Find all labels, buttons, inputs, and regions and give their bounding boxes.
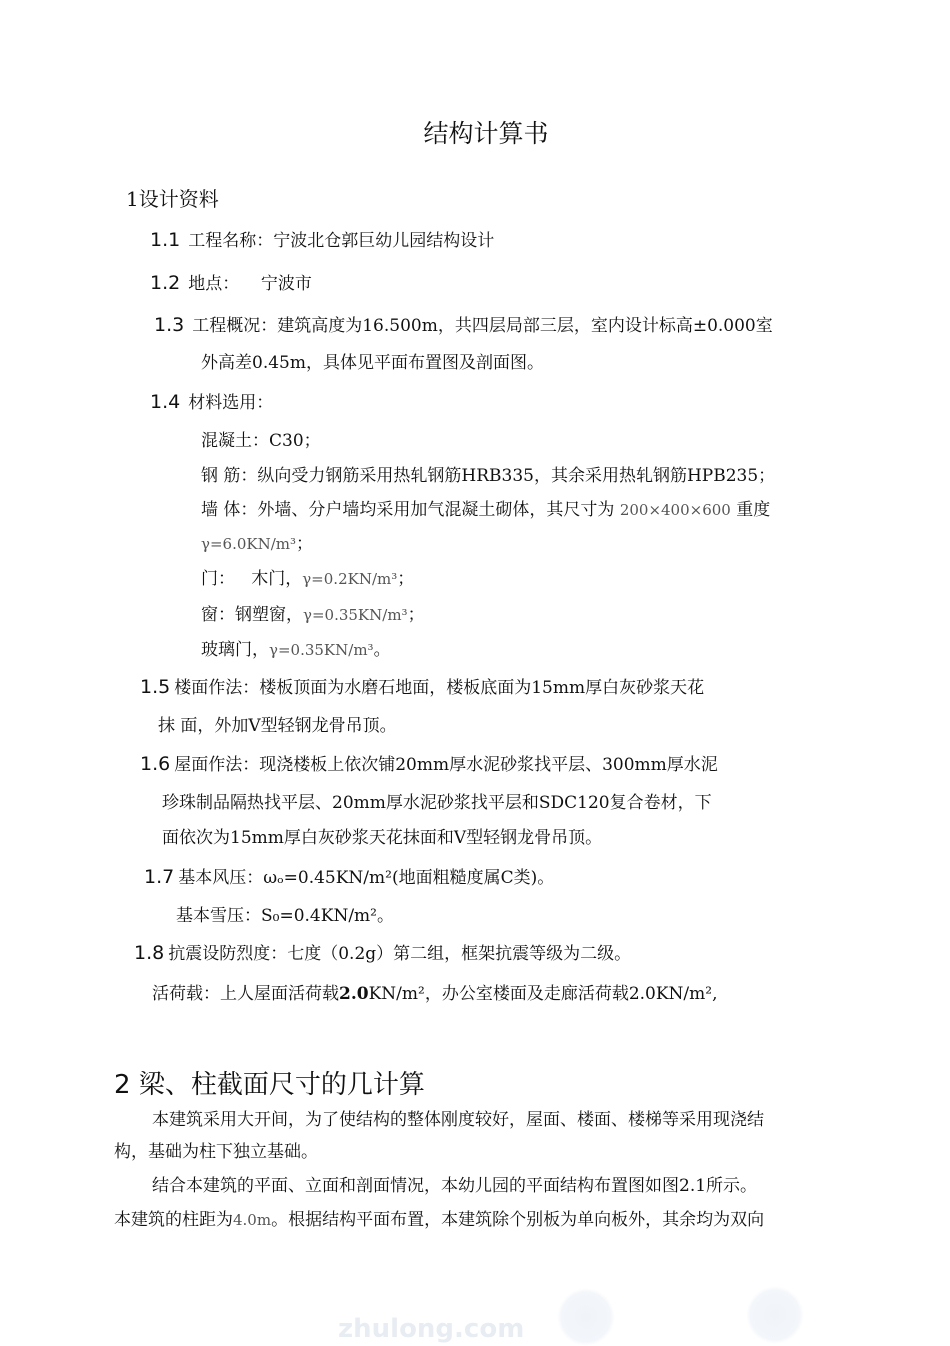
door-label: 门： 木门， xyxy=(201,569,303,589)
section-title: 设计资料 xyxy=(138,187,219,211)
item-text: 基本风压：ωₒ=0.45KN/m²(地面粗糙度属C类)。 xyxy=(178,868,555,888)
text: 。根据结构平面布置，本建筑除个别板为单向板外，其余均为双向 xyxy=(271,1210,765,1230)
material-door xyxy=(201,568,414,590)
item-number: 1.7 xyxy=(144,866,175,888)
glass-end: 。 xyxy=(373,640,391,660)
item-text: 工程名称：宁波北仓郭巨幼儿园结构设计 xyxy=(188,231,495,251)
wall-text: 墙 体：外墙、分户墙均采用加气混凝土砌体，其尺寸为 xyxy=(201,500,615,520)
item-1-6-continued-1: 珍珠制品隔热找平层、20mm厚水泥砂浆找平层和SDC120复合卷材，下 xyxy=(162,793,712,813)
section-number: 1 xyxy=(126,187,139,211)
item-1-8 xyxy=(134,942,631,965)
door-end: ； xyxy=(397,569,415,589)
item-1-5-continued: 抹 面，外加V型轻钢龙骨吊顶。 xyxy=(158,716,397,736)
window-label: 窗：钢塑窗， xyxy=(201,605,303,625)
text: 本建筑的柱距为 xyxy=(114,1210,233,1230)
item-number: 1.5 xyxy=(140,676,171,698)
item-text: 屋面作法：现浇楼板上依次铺20mm厚水泥砂浆找平层、300mm厚水泥 xyxy=(174,755,718,775)
item-1-3-continued: 外高差0.45m，具体见平面布置图及剖面图。 xyxy=(201,353,544,373)
wall-end: ； xyxy=(296,534,314,554)
item-number: 1.1 xyxy=(150,229,181,251)
column-spacing: 4.0m xyxy=(233,1211,272,1229)
sec2-paragraph-1-line-1: 本建筑采用大开间，为了使结构的整体刚度较好，屋面、楼面、楼梯等采用现浇结 xyxy=(152,1110,764,1130)
watermark-snowflake-icon xyxy=(746,1286,804,1344)
sec2-paragraph-2-line-1: 结合本建筑的平面、立面和剖面情况，本幼儿园的平面结构布置图如图2.1所示。 xyxy=(152,1176,758,1196)
material-wall xyxy=(201,499,770,521)
watermark-snowflake-icon xyxy=(557,1288,615,1346)
item-number: 1.8 xyxy=(134,942,165,964)
wall-gamma: γ=6.0KN/m³ xyxy=(201,535,297,553)
item-text: 地点： 宁波市 xyxy=(188,274,312,294)
window-gamma: γ=0.35KN/m³ xyxy=(303,606,408,624)
item-1-7 xyxy=(144,866,554,889)
material-glass-door xyxy=(201,639,391,661)
item-number: 1.2 xyxy=(150,272,181,294)
item-1-3 xyxy=(154,314,773,337)
live-load-label: 活荷载：上人屋面活荷载 xyxy=(152,984,339,1004)
item-text: 材料选用： xyxy=(188,393,274,413)
window-end: ； xyxy=(407,605,425,625)
material-concrete: 混凝土：C30； xyxy=(201,431,321,451)
item-1-1 xyxy=(150,229,494,252)
sec2-paragraph-2-line-2 xyxy=(114,1209,764,1231)
live-load-rest: KN/m²，办公室楼面及走廊活荷载2.0KN/m², xyxy=(368,984,718,1004)
item-1-5 xyxy=(140,676,704,699)
section-2-heading xyxy=(114,1068,425,1102)
watermark-text: zhulong.com xyxy=(338,1314,525,1344)
sec2-paragraph-1-line-2: 构，基础为柱下独立基础。 xyxy=(114,1142,318,1162)
item-text: 工程概况：建筑高度为16.500m，共四层局部三层，室内设计标高±0.000室 xyxy=(192,316,773,336)
material-wall-gamma xyxy=(201,533,313,555)
section-number: 2 xyxy=(114,1070,131,1100)
glass-gamma: γ=0.35KN/m³ xyxy=(269,641,374,659)
item-1-2 xyxy=(150,272,312,295)
item-number: 1.3 xyxy=(154,314,185,336)
item-text: 抗震设防烈度：七度（0.2g）第二组，框架抗震等级为二级。 xyxy=(168,944,632,964)
item-text: 楼面作法：楼板顶面为水磨石地面，楼板底面为15mm厚白灰砂浆天花 xyxy=(174,678,705,698)
page-title: 结构计算书 xyxy=(423,119,549,148)
snow-pressure: 基本雪压：S₀=0.4KN/m²。 xyxy=(176,906,394,926)
item-1-6-continued-2: 面依次为15mm厚白灰砂浆天花抹面和V型轻钢龙骨吊顶。 xyxy=(162,828,603,848)
wall-block-size: 200×400×600 xyxy=(619,501,731,519)
door-gamma: γ=0.2KN/m³ xyxy=(302,570,398,588)
material-window xyxy=(201,604,425,626)
wall-weight-label: 重度 xyxy=(736,500,771,520)
live-load-value: 2.0 xyxy=(339,984,369,1004)
live-load xyxy=(152,983,718,1005)
item-1-6 xyxy=(140,753,718,776)
item-number: 1.6 xyxy=(140,753,171,775)
material-steel: 钢 筋：纵向受力钢筋采用热轧钢筋HRB335，其余采用热轧钢筋HPB235； xyxy=(201,466,776,486)
glass-label: 玻璃门， xyxy=(201,640,269,660)
section-1-heading xyxy=(126,186,219,212)
section-title: 梁、柱截面尺寸的几计算 xyxy=(138,1070,425,1100)
item-1-4 xyxy=(150,391,273,414)
item-number: 1.4 xyxy=(150,391,181,413)
